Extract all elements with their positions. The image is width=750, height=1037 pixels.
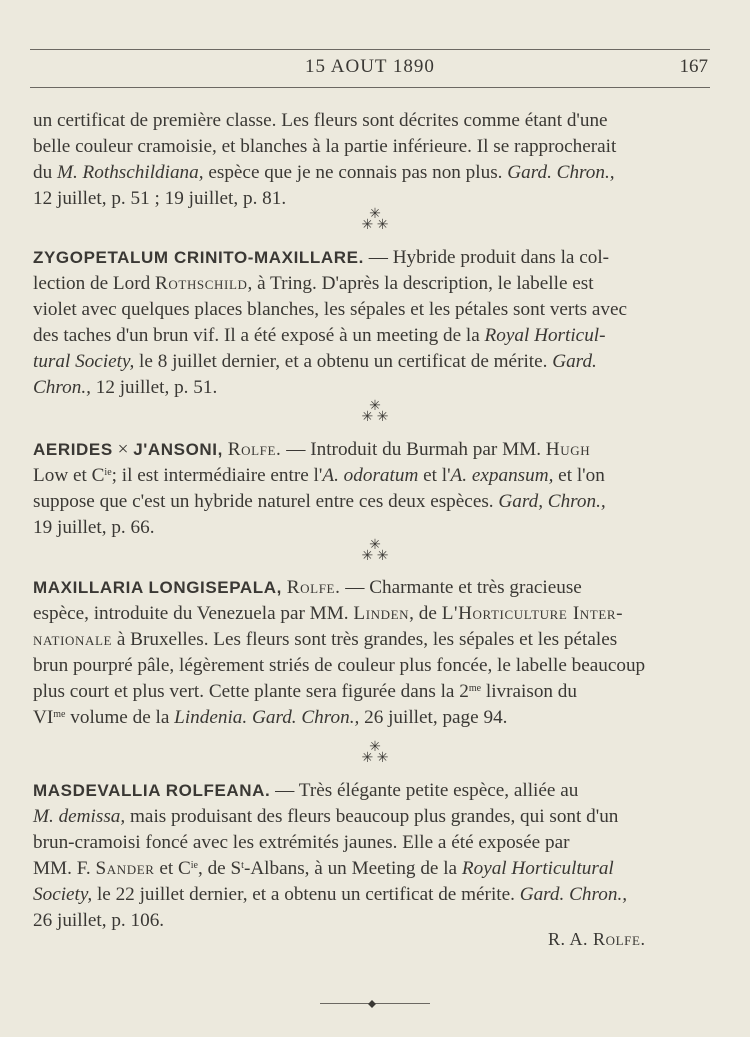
separator-asterism: ✳ ✳ ✳	[361, 207, 389, 233]
entry-title: AERIDES	[33, 440, 113, 459]
text-line: des taches d'un brun vif. Il a été exposé à un meeting de la Royal Horticul-	[33, 325, 606, 346]
text-line: brun-cramoisi foncé avec les extrémités jaunes. Elle a été exposée par	[33, 832, 570, 853]
text-line: 19 juillet, p. 66.	[33, 517, 155, 538]
page-number: 167	[679, 56, 708, 77]
source-citation: Gard, Chron.,	[498, 491, 606, 512]
signature: R. A. Rolfe.	[548, 929, 646, 949]
society-name: Royal Horticultural	[461, 858, 614, 879]
text-line: lection de Lord Rothschild, à Tring. D'après la description, le labelle est	[33, 273, 594, 294]
author-name: Rolfe.	[286, 577, 341, 598]
author-name: Rolfe.	[227, 439, 282, 460]
species-name: M. Rothschildiana,	[56, 162, 204, 183]
text-line: un certificat de première classe. Les fleurs sont décrites comme étant d'une	[33, 110, 608, 131]
society-name: tural Society,	[33, 351, 135, 372]
species-name: M. demissa,	[33, 806, 126, 827]
source-citation: Lindenia. Gard. Chron.,	[174, 707, 360, 728]
entry-title: ZYGOPETALUM CRINITO-MAXILLARE.	[33, 248, 364, 267]
entry-aerides	[33, 437, 709, 541]
company-name: nationale	[33, 629, 113, 650]
text-line: plus court et plus vert. Cette plante sera figurée dans la $2^{me}$ livraison du	[33, 681, 577, 702]
person-name: Hugh	[545, 439, 591, 460]
text-line: du M. Rothschildiana, espèce que je ne connais pas non plus. Gard. Chron.,	[33, 162, 615, 183]
text-line: espèce, introduite du Venezuela par MM. Linden, de L'Horticulture Inter-	[33, 603, 624, 624]
text-line: M. demissa, mais produisant des fleurs beaucoup plus grandes, qui sont d'un	[33, 806, 619, 827]
entry-title: MASDEVALLIA ROLFEANA.	[33, 781, 271, 800]
person-name: Sander	[95, 858, 155, 879]
header-rule-top	[30, 49, 710, 50]
separator-asterism: ✳ ✳ ✳	[361, 740, 389, 766]
issue-date: 15 AOUT 1890	[305, 56, 435, 77]
society-name: Society,	[33, 884, 93, 905]
entry-zygopetalum	[33, 245, 709, 401]
text-line: tural Society, le 8 juillet dernier, et a obtenu un certificat de mérite. Gard.	[33, 351, 597, 372]
entry-heading-line: MASDEVALLIA ROLFEANA. — Très élégante petite espèce, alliée au	[33, 780, 579, 801]
text-line: suppose que c'est un hybride naturel entre ces deux espèces. Gard, Chron.,	[33, 491, 606, 512]
separator-asterism: ✳ ✳ ✳	[361, 538, 389, 564]
source-citation: Gard.	[552, 351, 597, 372]
running-header	[30, 56, 710, 82]
entry-title: MAXILLARIA LONGISEPALA,	[33, 578, 282, 597]
person-name: Linden	[353, 603, 410, 624]
header-rule-bottom	[30, 87, 710, 88]
entry-continuation	[33, 108, 709, 212]
text-line: Society, le 22 juillet dernier, et a obtenu un certificat de mérite. Gard. Chron.,	[33, 884, 628, 905]
entry-maxillaria	[33, 575, 709, 731]
text-line: Chron., 12 juillet, p. 51.	[33, 377, 218, 398]
society-name: Royal Horticul-	[484, 325, 606, 346]
ornament-diamond	[368, 1000, 376, 1008]
entry-heading-line: AERIDES × J'ANSONI, Rolfe. — Introduit du Burmah par MM. Hugh	[33, 439, 591, 460]
hybrid-cross-symbol: ×	[117, 439, 129, 460]
text-line: brun pourpré pâle, légèrement striés de couleur plus foncée, le labelle beaucoup	[33, 655, 646, 676]
species-name: A. odoratum	[322, 465, 419, 486]
source-citation: Chron.,	[33, 377, 91, 398]
company-name: L'Horticulture Inter-	[441, 603, 624, 624]
entry-heading-line: MAXILLARIA LONGISEPALA, Rolfe. — Charmante et très gracieuse	[33, 577, 582, 598]
text-line: MM. F. Sander et $C^{ie}$, de $S^t$-Albans, à un Meeting de la Royal Horticultural	[33, 858, 614, 879]
text-line: $VI^{me}$ volume de la Lindenia. Gard. Chron., 26 juillet, page 94.	[33, 707, 508, 728]
end-ornament	[320, 1000, 430, 1008]
separator-asterism: ✳ ✳ ✳	[361, 399, 389, 425]
text-line: belle couleur cramoisie, et blanches à la partie inférieure. Il se rapprocherait	[33, 136, 617, 157]
text-line: 26 juillet, p. 106.	[33, 910, 165, 931]
signature-name: Rolfe.	[593, 929, 646, 949]
species-name: A. expansum,	[450, 465, 554, 486]
source-citation: Gard. Chron.,	[507, 162, 615, 183]
text-line: Low et $C^{ie}$; il est intermédiaire entre l'A. odoratum et l'A. expansum, et l'on	[33, 465, 605, 486]
text-line: 12 juillet, p. 51 ; 19 juillet, p. 81.	[33, 188, 287, 209]
entry-heading-line: ZYGOPETALUM CRINITO-MAXILLARE. — Hybride produit dans la col-	[33, 247, 610, 268]
text-line: violet avec quelques places blanches, les sépales et les pétales sont verts avec	[33, 299, 628, 320]
person-name: Rothschild	[155, 273, 248, 294]
entry-masdevallia	[33, 778, 709, 934]
source-citation: Gard. Chron.,	[519, 884, 628, 905]
entry-title-2: J'ANSONI,	[133, 440, 223, 459]
text-line: nationale à Bruxelles. Les fleurs sont très grandes, les sépales et les pétales	[33, 629, 618, 650]
